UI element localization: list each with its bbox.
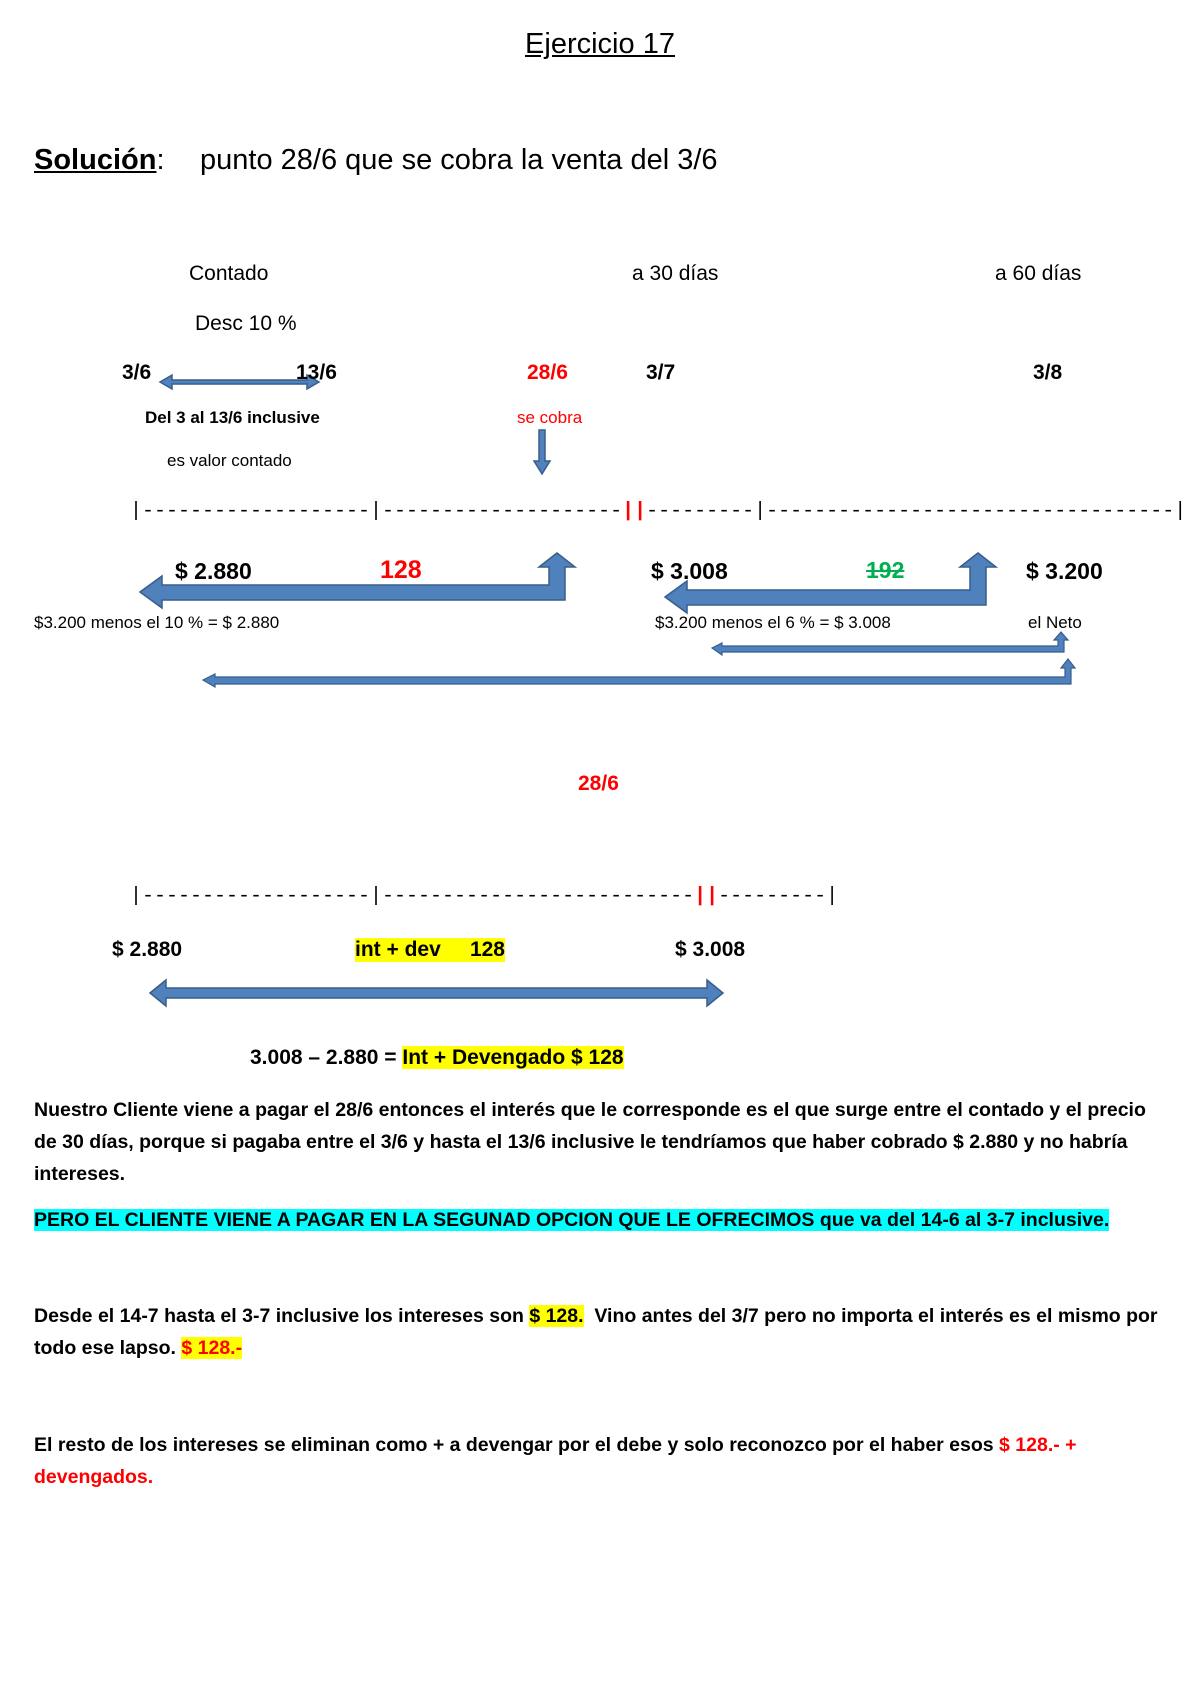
timeline-1-seg1: |-------------------| <box>130 500 383 523</box>
paragraph-3-highlight-red: $ 128.- <box>181 1337 243 1359</box>
timeline-1-seg4: ----------------------------------| <box>766 500 1187 523</box>
solution-label-text: Solución <box>34 144 157 176</box>
paragraph-4 <box>34 1429 1174 1493</box>
amount-contado: $ 2.880 <box>175 558 252 584</box>
note-se-cobra: se cobra <box>517 408 583 427</box>
timeline-2-seg2: -------------------------- <box>382 885 695 908</box>
paragraph-3-highlight: $ 128. <box>529 1305 584 1327</box>
timeline-1-seg3: ---------| <box>646 500 767 523</box>
timeline-2-line <box>130 885 838 908</box>
interest-128: 128 <box>380 556 422 584</box>
thin-arrow-neto-30 <box>712 632 1068 655</box>
interest-192: 192 <box>866 557 905 583</box>
double-arrow-bottom <box>150 980 723 1006</box>
timeline-2-mark: || <box>694 885 719 908</box>
header-a30: a 30 días <box>632 262 719 285</box>
paragraph-4-red: $ 128.- + devengados. <box>34 1434 1077 1488</box>
timeline-2-interest: int + dev 128 <box>355 938 505 961</box>
header-a60: a 60 días <box>995 262 1082 285</box>
formula-prefix: 3.008 – 2.880 = <box>250 1046 403 1069</box>
timeline-1-seg2: -------------------- <box>382 500 623 523</box>
paragraph-4-a: El resto de los intereses se eliminan como + a devengar por el debe y solo reconozco por el haber esos <box>34 1434 1000 1456</box>
amount-60: $ 3.200 <box>1026 558 1103 584</box>
solution-label <box>34 144 165 177</box>
formula-highlight: Int + Devengado $ 128 <box>402 1046 624 1069</box>
page-title: Ejercicio 17 <box>525 28 675 60</box>
date-13-6: 13/6 <box>296 361 337 384</box>
paragraph-3-a: Desde el 14-7 hasta el 3-7 inclusive los intereses son <box>34 1305 530 1327</box>
date-3-8: 3/8 <box>1033 361 1063 384</box>
thin-arrow-neto-contado <box>203 659 1075 687</box>
down-arrow-cobra <box>534 430 550 474</box>
header-contado: Contado <box>189 262 269 285</box>
solution-text: punto 28/6 que se cobra la venta del 3/6 <box>200 144 718 176</box>
paragraph-2 <box>34 1204 1174 1236</box>
formula <box>250 1046 624 1070</box>
solution-colon: : <box>156 144 165 176</box>
paragraph-1: Nuestro Cliente viene a pagar el 28/6 entonces el interés que le corresponde es el que surge entre el contado y el precio de 30 días, porque si pagaba entre el 3/6 y hasta el 13/6 inclusive le tendríamos que haber cobrado $ 2.880 y no habría intereses. <box>34 1099 1146 1185</box>
timeline-2-amount-left: $ 2.880 <box>112 938 183 961</box>
note-contado-2: es valor contado <box>167 451 292 470</box>
timeline-2-date: 28/6 <box>578 772 619 795</box>
calc-30: $3.200 menos el 6 % = $ 3.008 <box>655 613 891 632</box>
amount-30: $ 3.008 <box>651 558 728 584</box>
date-3-6: 3/6 <box>122 361 152 384</box>
paragraph-2-text: PERO EL CLIENTE VIENE A PAGAR EN LA SEGUNAD OPCION QUE LE OFRECIMOS que va del 14-6 al 3-7 inclusive. <box>34 1209 1110 1231</box>
paragraph-3 <box>34 1300 1174 1364</box>
date-28-6: 28/6 <box>527 361 568 384</box>
timeline-1-mark: || <box>622 500 647 523</box>
calc-neto: el Neto <box>1028 613 1082 632</box>
paragraph-3-b: Vino antes del 3/7 pero no importa el interés es el mismo por todo ese lapso. <box>34 1305 1163 1359</box>
timeline-1-line <box>130 500 1186 523</box>
calc-contado: $3.200 menos el 10 % = $ 2.880 <box>34 613 280 632</box>
header-desc: Desc 10 % <box>195 312 297 335</box>
date-3-7: 3/7 <box>646 361 676 384</box>
timeline-2-seg1: |-------------------| <box>130 885 383 908</box>
note-contado-1: Del 3 al 13/6 inclusive <box>145 408 320 427</box>
timeline-2-amount-right: $ 3.008 <box>675 938 746 961</box>
timeline-2-seg3: ---------| <box>718 885 839 908</box>
